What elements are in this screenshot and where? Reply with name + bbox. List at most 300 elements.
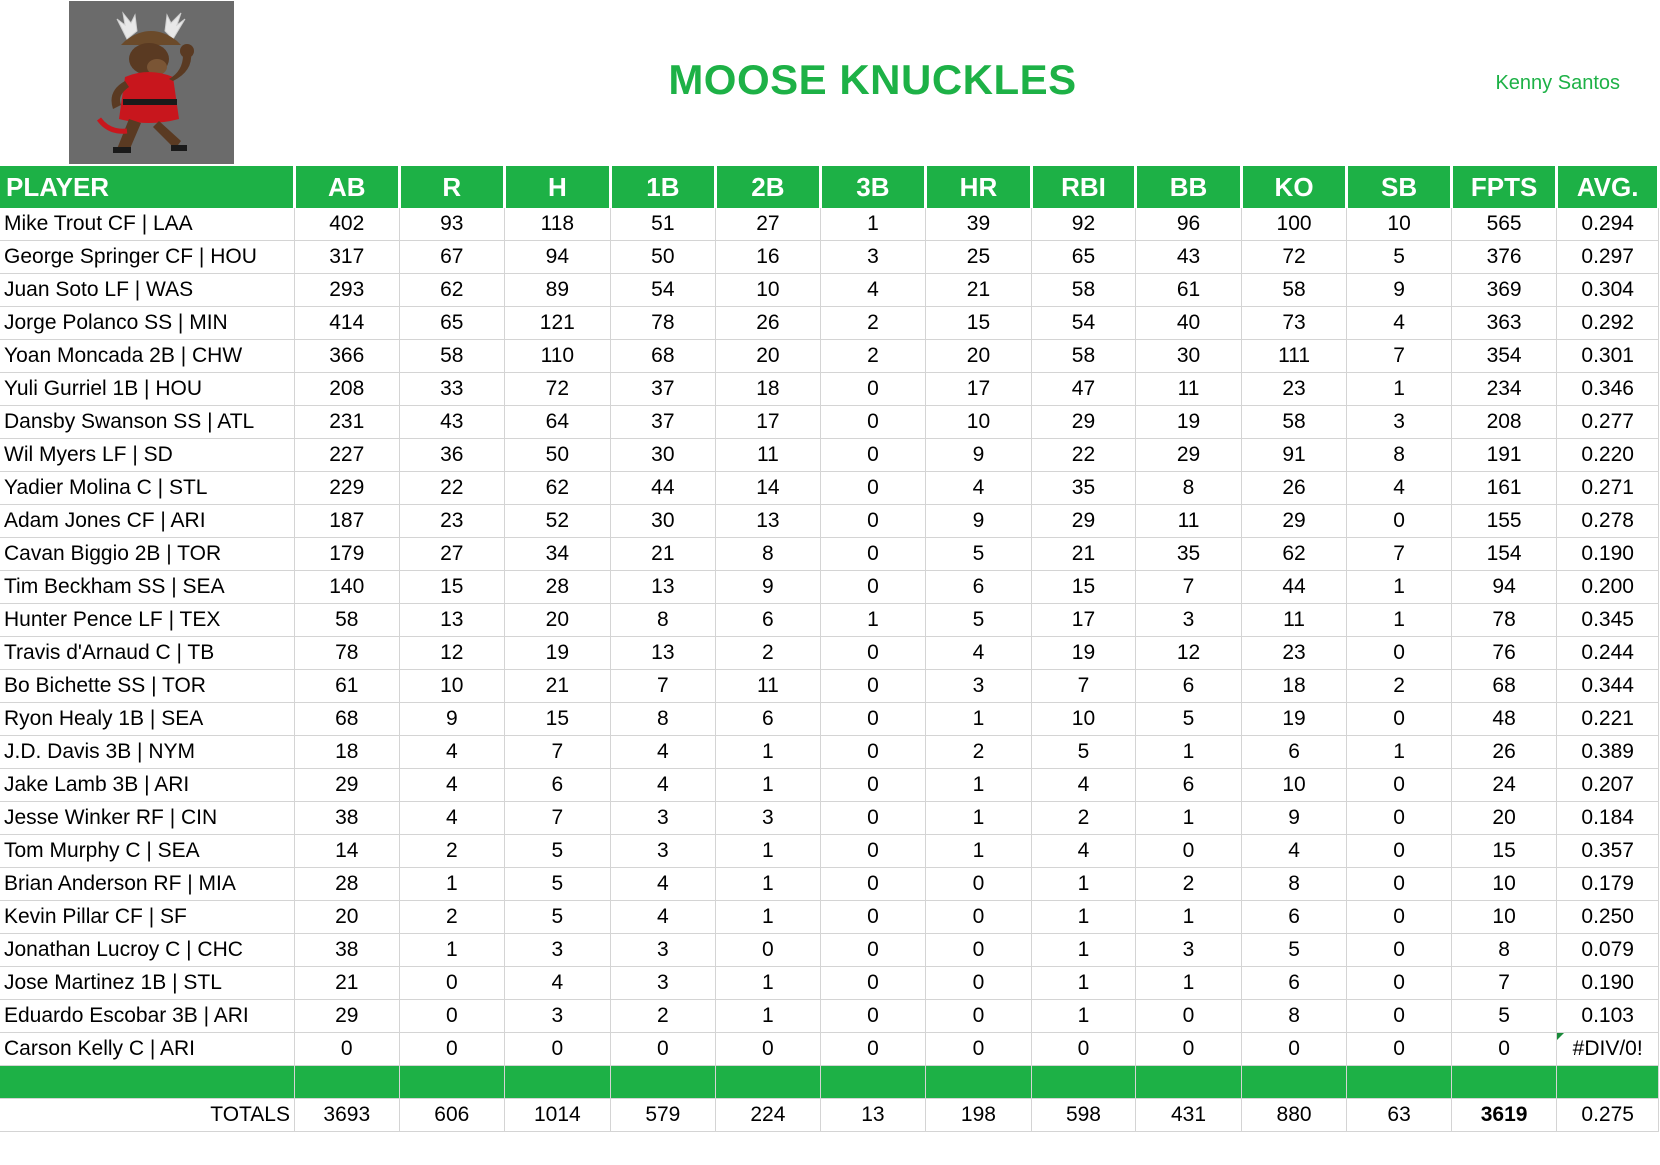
stat-cell-1b: 8 [610,604,716,637]
stat-cell-rbi: 5 [1031,736,1136,769]
stat-cell-rbi: 1 [1031,934,1136,967]
stat-cell-sb: 0 [1347,835,1452,868]
stat-cell-1b: 8 [610,703,716,736]
stat-cell-sb: 8 [1347,439,1452,472]
stat-cell-3b: 0 [820,1000,926,1033]
total-cell-1b: 579 [610,1099,716,1132]
stat-cell-2b: 1 [716,967,821,1000]
stat-cell-h: 20 [505,604,611,637]
separator-cell [505,1066,611,1099]
stat-cell-h: 3 [505,934,611,967]
stat-cell-bb: 8 [1136,472,1242,505]
player-name-cell: Tom Murphy C | SEA [0,835,295,868]
stat-cell-r: 2 [399,901,505,934]
stat-cell-h: 5 [505,868,611,901]
stat-cell-2b: 1 [716,736,821,769]
stat-cell-rbi: 4 [1031,769,1136,802]
stat-cell-1b: 4 [610,736,716,769]
stat-cell-1b: 3 [610,967,716,1000]
stat-cell-3b: 0 [820,736,926,769]
player-name-cell: J.D. Davis 3B | NYM [0,736,295,769]
stat-cell-r: 0 [399,1000,505,1033]
stat-cell-r: 9 [399,703,505,736]
stat-cell-h: 15 [505,703,611,736]
stat-cell-1b: 37 [610,373,716,406]
stat-cell-avg: 0.207 [1557,769,1659,802]
stat-cell-bb: 6 [1136,769,1242,802]
stat-cell-ab: 140 [295,571,400,604]
stat-cell-3b: 0 [820,472,926,505]
stat-cell-r: 36 [399,439,505,472]
stat-cell-3b: 0 [820,703,926,736]
player-name-cell: Wil Myers LF | SD [0,439,295,472]
stat-cell-avg: 0.244 [1557,637,1659,670]
table-row [0,439,1659,472]
total-cell-3b: 13 [820,1099,926,1132]
stat-cell-bb: 29 [1136,439,1242,472]
stat-cell-3b: 0 [820,835,926,868]
player-name-cell: Jorge Polanco SS | MIN [0,307,295,340]
stat-cell-3b: 0 [820,1033,926,1066]
stat-cell-fpts: 363 [1451,307,1557,340]
stat-cell-avg: #DIV/0! [1557,1033,1659,1066]
stat-cell-bb: 3 [1136,604,1242,637]
stat-cell-bb: 1 [1136,967,1242,1000]
stat-cell-sb: 0 [1347,769,1452,802]
stat-cell-fpts: 24 [1451,769,1557,802]
stat-cell-3b: 2 [820,307,926,340]
total-cell-r: 606 [399,1099,505,1132]
stat-cell-sb: 1 [1347,571,1452,604]
stat-cell-ab: 414 [295,307,400,340]
stat-cell-fpts: 369 [1451,274,1557,307]
stat-cell-bb: 1 [1136,802,1242,835]
stat-cell-1b: 0 [610,1033,716,1066]
stat-cell-2b: 9 [716,571,821,604]
stat-cell-2b: 18 [716,373,821,406]
stat-cell-h: 5 [505,835,611,868]
stat-cell-ko: 19 [1241,703,1347,736]
stat-cell-avg: 0.301 [1557,340,1659,373]
stat-cell-h: 94 [505,241,611,274]
stat-cell-fpts: 20 [1451,802,1557,835]
player-name-cell: Ryon Healy 1B | SEA [0,703,295,736]
stat-cell-bb: 40 [1136,307,1242,340]
stat-cell-rbi: 2 [1031,802,1136,835]
stat-cell-rbi: 21 [1031,538,1136,571]
stat-cell-hr: 21 [926,274,1032,307]
table-row [0,472,1659,505]
stat-cell-fpts: 10 [1451,868,1557,901]
stat-cell-h: 3 [505,1000,611,1033]
stat-cell-ko: 62 [1241,538,1347,571]
table-row [0,736,1659,769]
stat-cell-ab: 229 [295,472,400,505]
stat-cell-h: 52 [505,505,611,538]
stat-cell-rbi: 92 [1031,208,1136,241]
stat-cell-ko: 8 [1241,868,1347,901]
stat-cell-2b: 0 [716,934,821,967]
stat-cell-ab: 20 [295,901,400,934]
stat-cell-sb: 1 [1347,736,1452,769]
separator-cell [1557,1066,1659,1099]
stat-cell-1b: 4 [610,901,716,934]
stat-cell-1b: 13 [610,637,716,670]
stat-cell-ab: 187 [295,505,400,538]
total-cell-2b: 224 [716,1099,821,1132]
stat-cell-2b: 1 [716,901,821,934]
stat-cell-h: 121 [505,307,611,340]
player-name-cell: Bo Bichette SS | TOR [0,670,295,703]
stat-cell-1b: 54 [610,274,716,307]
stat-cell-bb: 0 [1136,1033,1242,1066]
player-name-cell: Tim Beckham SS | SEA [0,571,295,604]
stat-cell-sb: 4 [1347,307,1452,340]
stat-cell-avg: 0.221 [1557,703,1659,736]
separator-cell [399,1066,505,1099]
stat-cell-rbi: 47 [1031,373,1136,406]
stat-cell-2b: 1 [716,1000,821,1033]
stat-cell-h: 6 [505,769,611,802]
column-header-1b: 1B [610,166,716,208]
stat-cell-bb: 7 [1136,571,1242,604]
stat-cell-ko: 10 [1241,769,1347,802]
stat-cell-fpts: 191 [1451,439,1557,472]
stat-cell-h: 64 [505,406,611,439]
stat-cell-ko: 8 [1241,1000,1347,1033]
table-row [0,703,1659,736]
table-header [0,166,1659,208]
total-cell-avg: 0.275 [1557,1099,1659,1132]
stat-cell-sb: 0 [1347,1000,1452,1033]
stat-cell-ab: 208 [295,373,400,406]
stat-cell-bb: 3 [1136,934,1242,967]
totals-row [0,1099,1659,1132]
stat-cell-ko: 72 [1241,241,1347,274]
stat-cell-avg: 0.346 [1557,373,1659,406]
stat-cell-ab: 227 [295,439,400,472]
stat-cell-3b: 4 [820,274,926,307]
stat-cell-avg: 0.103 [1557,1000,1659,1033]
stat-cell-sb: 3 [1347,406,1452,439]
separator-cell [0,1066,295,1099]
stat-cell-hr: 3 [926,670,1032,703]
table-row [0,505,1659,538]
stat-cell-1b: 50 [610,241,716,274]
table-row [0,637,1659,670]
stat-cell-rbi: 1 [1031,967,1136,1000]
stat-cell-r: 58 [399,340,505,373]
table-row [0,604,1659,637]
stat-cell-sb: 0 [1347,868,1452,901]
stat-cell-ko: 44 [1241,571,1347,604]
player-name-cell: Travis d'Arnaud C | TB [0,637,295,670]
stat-cell-2b: 1 [716,835,821,868]
player-name-cell: Jake Lamb 3B | ARI [0,769,295,802]
column-header-bb: BB [1136,166,1242,208]
table-row [0,274,1659,307]
stat-cell-h: 118 [505,208,611,241]
stat-cell-fpts: 234 [1451,373,1557,406]
stat-cell-r: 67 [399,241,505,274]
stat-cell-3b: 0 [820,901,926,934]
player-name-cell: Jesse Winker RF | CIN [0,802,295,835]
stat-cell-3b: 0 [820,637,926,670]
stat-cell-sb: 1 [1347,604,1452,637]
stat-cell-3b: 3 [820,241,926,274]
stat-cell-rbi: 15 [1031,571,1136,604]
stat-cell-bb: 96 [1136,208,1242,241]
stat-cell-bb: 5 [1136,703,1242,736]
stat-cell-rbi: 0 [1031,1033,1136,1066]
stat-cell-fpts: 10 [1451,901,1557,934]
stat-cell-ab: 28 [295,868,400,901]
stat-cell-hr: 4 [926,472,1032,505]
stat-cell-ko: 4 [1241,835,1347,868]
total-cell-bb: 431 [1136,1099,1242,1132]
stat-cell-2b: 13 [716,505,821,538]
stat-cell-hr: 6 [926,571,1032,604]
stat-cell-hr: 9 [926,439,1032,472]
stat-cell-h: 5 [505,901,611,934]
stat-cell-2b: 11 [716,439,821,472]
total-cell-rbi: 598 [1031,1099,1136,1132]
column-header-h: H [505,166,611,208]
stat-cell-ab: 61 [295,670,400,703]
stat-cell-rbi: 29 [1031,505,1136,538]
stat-cell-1b: 3 [610,802,716,835]
stat-cell-avg: 0.079 [1557,934,1659,967]
stat-cell-sb: 9 [1347,274,1452,307]
stat-cell-2b: 8 [716,538,821,571]
stat-cell-r: 12 [399,637,505,670]
stat-cell-3b: 0 [820,439,926,472]
column-header-ko: KO [1241,166,1347,208]
stat-cell-r: 33 [399,373,505,406]
stat-cell-hr: 1 [926,802,1032,835]
stat-cell-avg: 0.220 [1557,439,1659,472]
column-header-sb: SB [1347,166,1452,208]
stat-cell-ko: 23 [1241,373,1347,406]
stat-cell-hr: 10 [926,406,1032,439]
stat-cell-sb: 0 [1347,703,1452,736]
stat-cell-rbi: 17 [1031,604,1136,637]
stat-cell-2b: 0 [716,1033,821,1066]
total-cell-fpts: 3619 [1451,1099,1557,1132]
stat-cell-hr: 20 [926,340,1032,373]
stat-cell-3b: 1 [820,604,926,637]
stat-cell-hr: 17 [926,373,1032,406]
stat-cell-avg: 0.389 [1557,736,1659,769]
stat-cell-1b: 3 [610,835,716,868]
stat-cell-bb: 2 [1136,868,1242,901]
roster-stats-table [0,166,1660,1132]
stat-cell-3b: 0 [820,670,926,703]
stat-cell-r: 22 [399,472,505,505]
stat-cell-avg: 0.345 [1557,604,1659,637]
stat-cell-3b: 0 [820,868,926,901]
stat-cell-2b: 6 [716,703,821,736]
stat-cell-2b: 26 [716,307,821,340]
stat-cell-3b: 0 [820,406,926,439]
stat-cell-bb: 11 [1136,505,1242,538]
table-row [0,1033,1659,1066]
stat-cell-1b: 68 [610,340,716,373]
stat-cell-rbi: 58 [1031,274,1136,307]
stat-cell-hr: 0 [926,1033,1032,1066]
column-header-fpts: FPTS [1451,166,1557,208]
separator-cell [610,1066,716,1099]
stat-cell-r: 2 [399,835,505,868]
stat-cell-sb: 0 [1347,637,1452,670]
stat-cell-1b: 44 [610,472,716,505]
stat-cell-avg: 0.278 [1557,505,1659,538]
player-name-cell: Dansby Swanson SS | ATL [0,406,295,439]
stat-cell-rbi: 22 [1031,439,1136,472]
stat-cell-3b: 0 [820,373,926,406]
stat-cell-hr: 1 [926,835,1032,868]
table-row [0,1000,1659,1033]
stat-cell-hr: 0 [926,967,1032,1000]
table-row [0,241,1659,274]
table-row [0,868,1659,901]
stat-cell-ab: 179 [295,538,400,571]
stat-cell-2b: 2 [716,637,821,670]
stat-cell-bb: 12 [1136,637,1242,670]
stat-cell-avg: 0.271 [1557,472,1659,505]
stat-cell-ko: 91 [1241,439,1347,472]
table-row [0,835,1659,868]
stat-cell-ko: 9 [1241,802,1347,835]
stat-cell-rbi: 65 [1031,241,1136,274]
player-name-cell: Brian Anderson RF | MIA [0,868,295,901]
table-row [0,340,1659,373]
stat-cell-avg: 0.292 [1557,307,1659,340]
stat-cell-2b: 1 [716,868,821,901]
stat-cell-sb: 7 [1347,340,1452,373]
table-body [0,208,1659,1132]
stat-cell-2b: 10 [716,274,821,307]
stat-cell-h: 110 [505,340,611,373]
stat-cell-fpts: 48 [1451,703,1557,736]
player-name-cell: Yoan Moncada 2B | CHW [0,340,295,373]
stat-cell-fpts: 78 [1451,604,1557,637]
stat-cell-ab: 0 [295,1033,400,1066]
stat-cell-r: 4 [399,769,505,802]
stat-cell-sb: 5 [1347,241,1452,274]
stat-cell-avg: 0.190 [1557,967,1659,1000]
separator-cell [716,1066,821,1099]
stat-cell-2b: 11 [716,670,821,703]
stat-cell-ab: 317 [295,241,400,274]
stat-cell-rbi: 1 [1031,1000,1136,1033]
stat-cell-3b: 0 [820,538,926,571]
stat-cell-r: 65 [399,307,505,340]
stat-cell-ko: 29 [1241,505,1347,538]
stat-cell-3b: 2 [820,340,926,373]
table-row [0,208,1659,241]
separator-cell [295,1066,400,1099]
stat-cell-sb: 0 [1347,934,1452,967]
stat-cell-rbi: 58 [1031,340,1136,373]
stat-cell-2b: 20 [716,340,821,373]
stat-cell-r: 4 [399,736,505,769]
stat-cell-avg: 0.344 [1557,670,1659,703]
stat-cell-h: 72 [505,373,611,406]
player-name-cell: Yuli Gurriel 1B | HOU [0,373,295,406]
separator-cell [1031,1066,1136,1099]
column-header-r: R [399,166,505,208]
stat-cell-h: 21 [505,670,611,703]
table-row [0,967,1659,1000]
stat-cell-r: 10 [399,670,505,703]
stat-cell-hr: 2 [926,736,1032,769]
stat-cell-ab: 68 [295,703,400,736]
stat-cell-ab: 402 [295,208,400,241]
player-name-cell: Carson Kelly C | ARI [0,1033,295,1066]
stat-cell-fpts: 0 [1451,1033,1557,1066]
stat-cell-bb: 0 [1136,1000,1242,1033]
table-row [0,934,1659,967]
stat-cell-sb: 0 [1347,967,1452,1000]
total-cell-sb: 63 [1347,1099,1452,1132]
stat-cell-ab: 231 [295,406,400,439]
stat-cell-3b: 0 [820,802,926,835]
stat-cell-hr: 4 [926,637,1032,670]
table-row [0,670,1659,703]
stat-cell-1b: 2 [610,1000,716,1033]
stat-cell-rbi: 7 [1031,670,1136,703]
stat-cell-1b: 30 [610,505,716,538]
column-header-rbi: RBI [1031,166,1136,208]
stat-cell-avg: 0.277 [1557,406,1659,439]
stat-cell-bb: 11 [1136,373,1242,406]
stat-cell-3b: 0 [820,934,926,967]
stat-cell-h: 0 [505,1033,611,1066]
table-row [0,406,1659,439]
total-cell-h: 1014 [505,1099,611,1132]
stat-cell-fpts: 155 [1451,505,1557,538]
player-name-cell: Cavan Biggio 2B | TOR [0,538,295,571]
stat-cell-2b: 17 [716,406,821,439]
stat-cell-rbi: 54 [1031,307,1136,340]
manager-name: Kenny Santos [1495,72,1620,94]
stat-cell-r: 13 [399,604,505,637]
stat-cell-r: 0 [399,1033,505,1066]
stat-cell-2b: 27 [716,208,821,241]
stat-cell-1b: 37 [610,406,716,439]
stat-cell-ab: 29 [295,769,400,802]
stat-cell-ab: 29 [295,1000,400,1033]
stat-cell-1b: 7 [610,670,716,703]
column-header-3b: 3B [820,166,926,208]
stat-cell-ab: 14 [295,835,400,868]
stat-cell-sb: 2 [1347,670,1452,703]
stat-cell-rbi: 1 [1031,901,1136,934]
stat-cell-2b: 16 [716,241,821,274]
player-name-cell: George Springer CF | HOU [0,241,295,274]
stat-cell-avg: 0.190 [1557,538,1659,571]
stat-cell-3b: 0 [820,967,926,1000]
table-row [0,769,1659,802]
stat-cell-ko: 6 [1241,901,1347,934]
stat-cell-3b: 0 [820,571,926,604]
stat-cell-ab: 58 [295,604,400,637]
stat-cell-avg: 0.304 [1557,274,1659,307]
separator-cell [926,1066,1032,1099]
stat-cell-hr: 1 [926,703,1032,736]
stat-cell-hr: 5 [926,538,1032,571]
